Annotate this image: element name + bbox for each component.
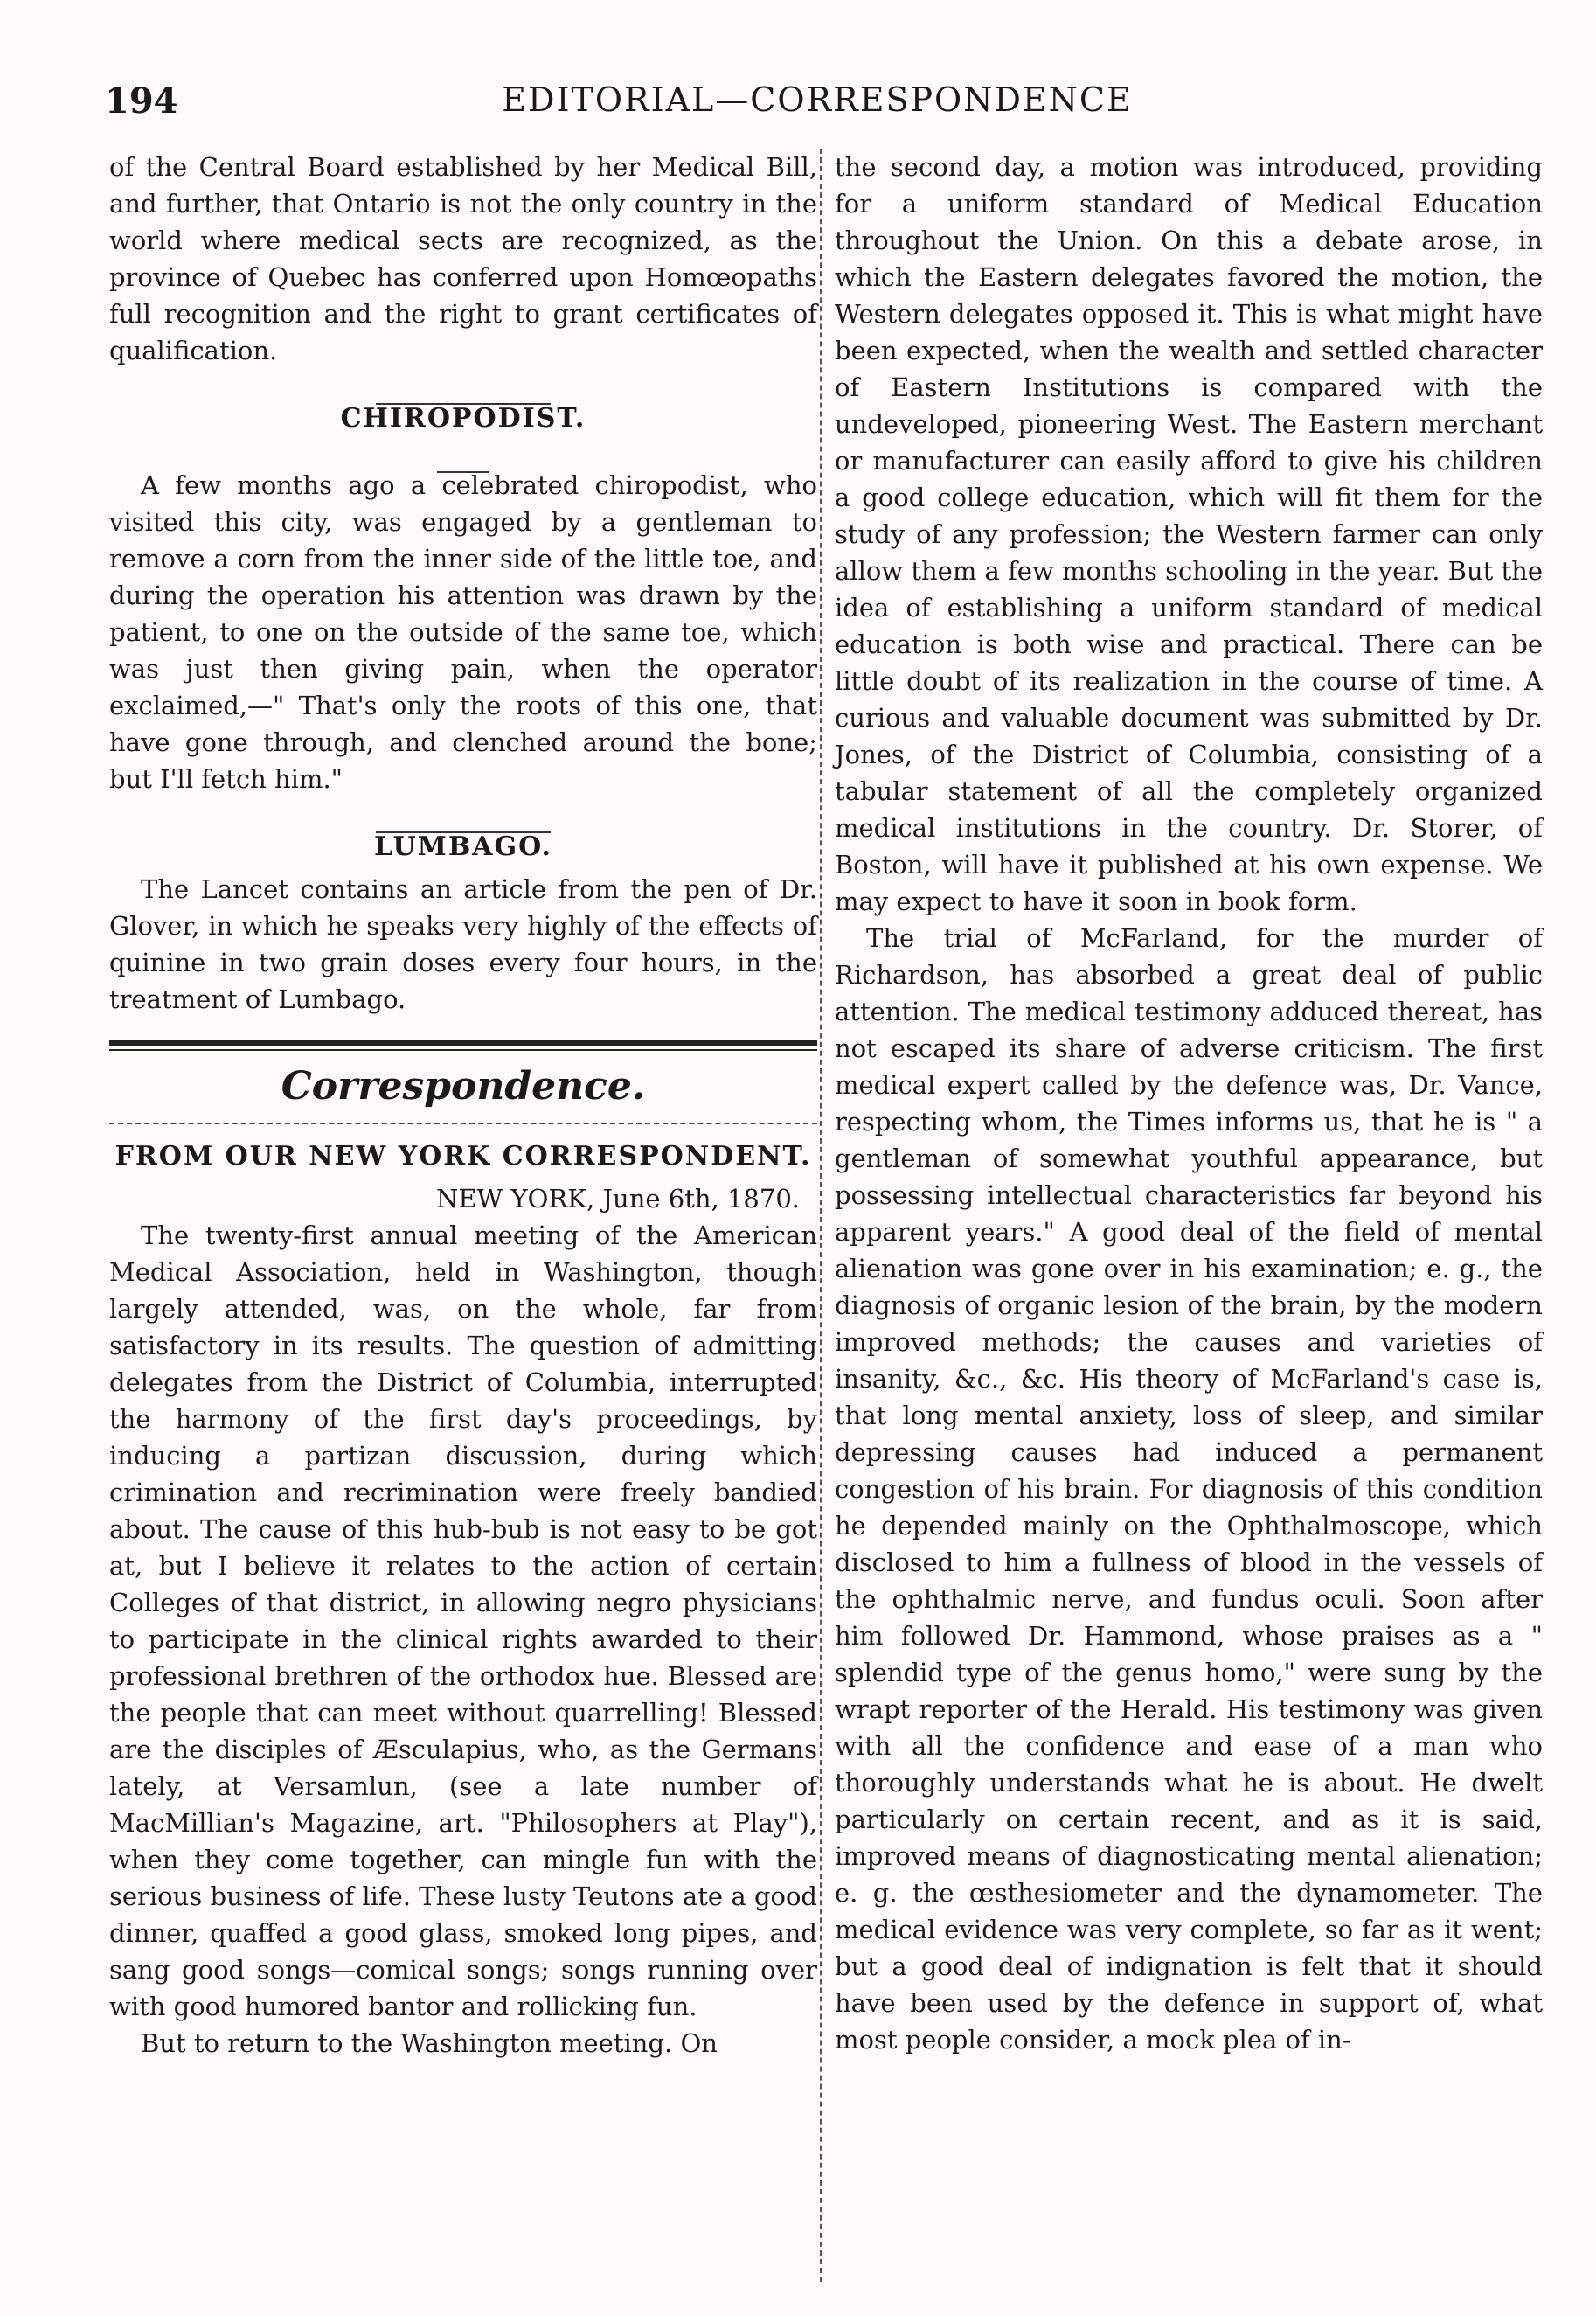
dashed-rule [109,1123,817,1124]
page-number: 194 [105,80,178,122]
column-divider [820,149,822,2282]
dateline: NEW YORK, June 6th, 1870. [435,1184,800,1214]
left-column [109,149,817,2062]
right-column [835,149,1543,2058]
paragraph: the second day, a motion was introduced, providing for a uniform standard of Medical Education throughout the Union. On this a debate arose, in which the Eastern delegates favored the motion, the Western delegates opposed it. This is what might have been expected, when the wealth and settled character of Eastern Institutions is compared with the undeveloped, pioneering West. The Eastern merchant or manufacturer can easily afford to give his children a good college education, which will fit them for the study of any profession; the Western farmer can only allow them a few months schooling in the year. But the idea of establishing a uniform standard of medical education is both wise and practical. There can be little doubt of its realization in the course of time. A curious and valuable document was submitted by Dr. Jones, of the District of Columbia, consisting of a tabular statement of all the completely organized medical institutions in the country. Dr. Storer, of Boston, will have it published at his own expense. We may expect to have it soon in book form. [835,152,1543,916]
paragraph: The trial of McFarland, for the murder of Richardson, has absorbed a great deal of public attention. The medical testimony adduced thereat, has not escaped its share of adverse criticism. The first medical expert called by the defence was, Dr. Vance, respecting whom, the Times informs us, that he is " a gentleman of somewhat youthful appearance, but possessing intellectual characteristics far beyond his apparent years." A good deal of the field of mental alienation was gone over in his examination; e. g., the diagnosis of organic lesion of the brain, by the modern improved methods; the causes and varieties of insanity, &c., &c. His theory of McFarland's case is, that long mental anxiety, loss of sleep, and similar depressing causes had induced a permanent congestion of his brain. For diagnosis of this condition he depended mainly on the Ophthalmoscope, which disclosed to him a fullness of blood in the vessels of the ophthalmic nerve, and fundus oculi. Soon after him followed Dr. Hammond, whose praises as a " splendid type of the genus homo," were sung by the wrapt reporter of the Herald. His testimony was given with all the confidence and ease of a man who thoroughly understands what he is about. He dwelt particularly on certain recent, and as it is said, improved means of diagnosticating mental alienation; e. g. the œsthesiometer and the dynamometer. The medical evidence was very complete, so far as it went; but a good deal of indignation is felt that it should have been used by the defence in support of, what most people consider, a mock plea of in- [835,923,1543,2055]
paragraph: The twenty-first annual meeting of the American Medical Association, held in Washington, though largely attended, was, on the whole, far from satisfactory in its results. The question of admitting delegates from the District of Columbia, interrupted the harmony of the first day's proceedings, by inducing a partizan discussion, during which crimination and recrimination were freely bandied about. The cause of this hub-bub is not easy to be got at, but I believe it relates to the action of certain Colleges of that district, in allowing negro physicians to participate in the clinical rights awarded to their professional brethren of the orthodox hue. Blessed are the people that can meet without quarrelling! Blessed are the disciples of Æsculapius, who, as the Germans lately, at Versamlun, (see a late number of MacMillian's Magazine, art. "Philosophers at Play"), when they come together, can mingle fun with the serious business of life. These lusty Teutons ate a good dinner, quaffed a good glass, smoked long pipes, and sang good songs—comical songs; songs running over with good humored bantor and rollicking fun. [109,1221,817,2021]
paragraph: of the Central Board established by her Medical Bill, and further, that Ontario is not the only country in the world where medical sects are recognized, as the province of Quebec has conferred upon Homœopaths full recognition and the right to grant certificates of qualification. [109,152,817,365]
double-rule [109,1040,817,1051]
correspondent-heading: FROM OUR NEW YORK CORRESPONDENT. [114,1141,812,1172]
paragraph: But to return to the Washington meeting. On [141,2028,718,2058]
ornament-divider [109,378,817,395]
ornament-divider [109,806,817,824]
section-heading-chiropodist: CHIROPODIST. [340,403,586,434]
section-heading-lumbago: LUMBAGO. [374,831,552,862]
paragraph: A few months ago a celebrated chiropodist, who visited this city, was engaged by a gentleman to remove a corn from the inner side of the little toe, and during the operation his attention was drawn by the patient, to one on the outside of the same toe, which was just then giving pain, when the operator exclaimed,—" That's only the roots of this one, that have gone through, and clenched around the bone; but I'll fetch him." [109,470,817,794]
page-header [105,80,1530,133]
section-title-correspondence: Correspondence. [281,1064,646,1109]
short-rule [109,446,817,463]
paragraph: The Lancet contains an article from the pen of Dr. Glover, in which he speaks very highly of the effects of quinine in two grain doses every four hours, in the treatment of Lumbago. [109,874,817,1014]
running-title: EDITORIAL—CORRESPONDENCE [502,80,1133,119]
